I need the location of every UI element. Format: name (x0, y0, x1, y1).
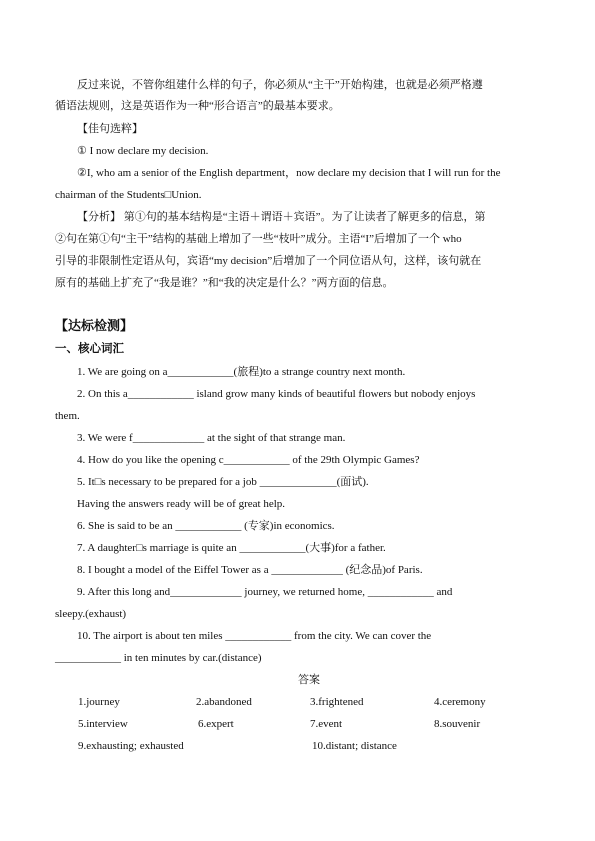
analysis-line-2: ②句在第①句“主干”结构的基础上增加了一些“枝叶”成分。主语“I”后增加了一个 who (55, 233, 462, 245)
good-sentence-heading: 【佳句选粹】 (77, 123, 143, 135)
question-9-line-1: 9. After this long and_____________ journey, we returned home, ____________ and (77, 586, 453, 598)
question-1: 1. We are going on a____________(旅程)to a strange country next month. (77, 366, 406, 378)
analysis-line-3: 引导的非限制性定语从句，宾语“my decision”后增加了一个同位语从句，这样，该句就在 (55, 255, 482, 267)
section-title: 【达标检测】 (55, 318, 134, 333)
analysis-line-1: 【分析】 第①句的基本结构是“主语＋谓语＋宾语”。为了让读者了解更多的信息，第 (77, 211, 486, 223)
question-3: 3. We were f_____________ at the sight of that strange man. (77, 432, 346, 444)
question-7: 7. A daughter□s marriage is quite an ____________(大事)for a father. (77, 542, 386, 554)
question-2-line-1: 2. On this a____________ island grow many kinds of beautiful flowers but nobody enjoys (77, 388, 476, 400)
answer-2: 2.abandoned (196, 696, 252, 708)
question-10-line-2: ____________ in ten minutes by car.(distance) (55, 652, 262, 664)
question-9-line-2: sleepy.(exhaust) (55, 608, 127, 620)
answer-6: 6.expert (198, 718, 234, 730)
question-5: 5. It□s necessary to be prepared for a job ______________(面试). (77, 476, 369, 488)
section-subtitle: 一、核心词汇 (55, 343, 124, 355)
question-2-line-2: them. (55, 410, 80, 422)
answer-10: 10.distant; distance (312, 740, 397, 752)
question-5-note: Having the answers ready will be of great help. (77, 498, 286, 510)
example-sentence-2-line-2: chairman of the Students□Union. (55, 189, 202, 201)
answer-9: 9.exhausting; exhausted (78, 740, 184, 752)
answer-7: 7.event (310, 718, 343, 730)
answer-8: 8.souvenir (434, 718, 481, 730)
question-4: 4. How do you like the opening c____________ of the 29th Olympic Games? (77, 454, 420, 466)
answer-5: 5.interview (78, 718, 128, 730)
answer-1: 1.journey (78, 696, 120, 708)
answers-heading: 答案 (298, 674, 320, 686)
analysis-line-4: 原有的基础上扩充了“我是谁？”和“我的决定是什么？”两方面的信息。 (55, 277, 394, 289)
intro-paragraph-line-2: 循语法规则，这是英语作为一种“形合语言”的最基本要求。 (55, 100, 340, 112)
intro-paragraph-line-1: 反过来说，不管你组建什么样的句子，你必须从“主干”开始构建，也就是必须严格遵 (77, 79, 483, 91)
question-8: 8. I bought a model of the Eiffel Tower as a _____________ (纪念品)of Paris. (77, 564, 423, 576)
answer-4: 4.ceremony (434, 696, 486, 708)
question-6: 6. She is said to be an ____________ (专家)in economics. (77, 520, 335, 532)
answer-3: 3.frightened (310, 696, 364, 708)
example-sentence-1: ① I now declare my decision. (77, 145, 209, 157)
question-10-line-1: 10. The airport is about ten miles ____________ from the city. We can cover the (77, 630, 432, 642)
example-sentence-2-line-1: ②I, who am a senior of the English department，now declare my decision that I will run for the (77, 167, 501, 179)
